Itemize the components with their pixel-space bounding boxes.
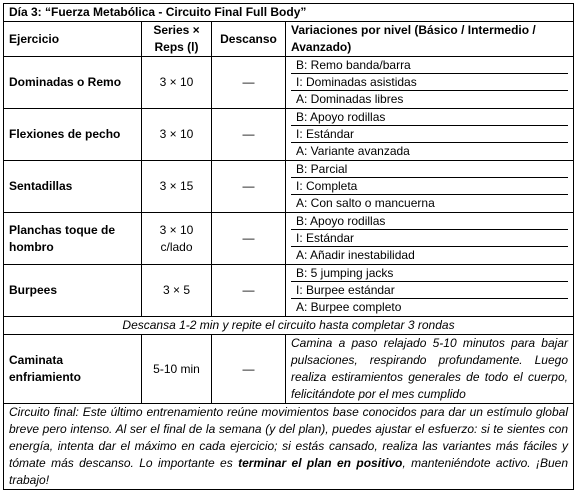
variation-basic: B: Remo banda/barra xyxy=(291,57,568,74)
exercise-variations xyxy=(286,213,574,265)
exercise-rest: — xyxy=(212,109,286,161)
header-variations: Variaciones por nivel (Básico / Intermedio / Avanzado) xyxy=(286,22,574,57)
rest-note: Descansa 1-2 min y repite el circuito hasta completar 3 rondas xyxy=(4,317,574,335)
exercise-rest: — xyxy=(212,265,286,317)
cooldown-row xyxy=(4,335,574,404)
final-note-text-2: , manteniéndote activo. ¡Buen trabajo! xyxy=(9,456,568,487)
exercise-series: 3 × 5 xyxy=(142,265,212,317)
header-rest: Descanso xyxy=(212,22,286,57)
exercise-rest: — xyxy=(212,213,286,265)
exercise-name: Flexiones de pecho xyxy=(4,109,142,161)
variation-advanced: A: Dominadas libres xyxy=(296,92,404,106)
variation-intermediate: I: Completa xyxy=(291,178,568,195)
final-note-row xyxy=(4,404,574,490)
cooldown-text: Camina a paso relajado 5-10 minutos para bajar pulsaciones, respirando profundamente. Luego realiza estiramientos generales de todo el cuerpo, felicitándote por el mes cumplido xyxy=(286,335,574,404)
table-row xyxy=(4,265,574,317)
workout-table xyxy=(3,3,574,490)
exercise-series: 3 × 10 xyxy=(142,57,212,109)
exercise-series: 3 × 10 xyxy=(142,109,212,161)
header-row xyxy=(4,22,574,57)
variation-advanced: A: Burpee completo xyxy=(296,300,402,314)
exercise-name: Planchas toque de hombro xyxy=(4,213,142,265)
cooldown-name: Caminata enfriamiento xyxy=(4,335,142,404)
final-note-text-1: Circuito final: Este último entrenamiento reúne movimientos base conocidos para dar un estímulo global breve pero intenso. Al ser el final de la semana (y del plan), puedes ajustar el esfuerzo: si te sientes con energía, intenta dar el máximo en cada ejercicio; si estás cansado, realiza las variantes más fáciles y tómate más descanso. Lo importante es xyxy=(9,405,568,470)
exercise-name: Sentadillas xyxy=(4,161,142,213)
exercise-name: Burpees xyxy=(4,265,142,317)
exercise-variations xyxy=(286,109,574,161)
variation-advanced: A: Añadir inestabilidad xyxy=(296,248,415,262)
final-note xyxy=(4,404,574,490)
header-series: Series × Reps (l) xyxy=(142,22,212,57)
variation-basic: B: Apoyo rodillas xyxy=(291,213,568,230)
variation-basic: B: Apoyo rodillas xyxy=(291,109,568,126)
title-row xyxy=(4,4,574,22)
rest-note-row xyxy=(4,317,574,335)
table-row xyxy=(4,213,574,265)
variation-advanced: A: Con salto o mancuerna xyxy=(296,196,435,210)
exercise-series: 3 × 15 xyxy=(142,161,212,213)
exercise-rest: — xyxy=(212,161,286,213)
exercise-rest: — xyxy=(212,57,286,109)
variation-intermediate: I: Estándar xyxy=(291,230,568,247)
variation-intermediate: I: Burpee estándar xyxy=(291,282,568,299)
variation-intermediate: I: Estándar xyxy=(291,126,568,143)
table-row xyxy=(4,161,574,213)
exercise-variations xyxy=(286,161,574,213)
exercise-series: 3 × 10 c/lado xyxy=(142,213,212,265)
exercise-variations xyxy=(286,265,574,317)
final-note-emphasis: terminar el plan en positivo xyxy=(238,456,403,470)
table-row xyxy=(4,57,574,109)
variation-intermediate: I: Dominadas asistidas xyxy=(291,74,568,91)
table-title: Día 3: “Fuerza Metabólica - Circuito Final Full Body” xyxy=(4,4,574,22)
cooldown-rest: — xyxy=(212,335,286,404)
header-exercise: Ejercicio xyxy=(4,22,142,57)
variation-advanced: A: Variante avanzada xyxy=(296,144,410,158)
table-row xyxy=(4,109,574,161)
exercise-variations xyxy=(286,57,574,109)
cooldown-series: 5-10 min xyxy=(142,335,212,404)
variation-basic: B: Parcial xyxy=(291,161,568,178)
exercise-name: Dominadas o Remo xyxy=(4,57,142,109)
variation-basic: B: 5 jumping jacks xyxy=(291,265,568,282)
